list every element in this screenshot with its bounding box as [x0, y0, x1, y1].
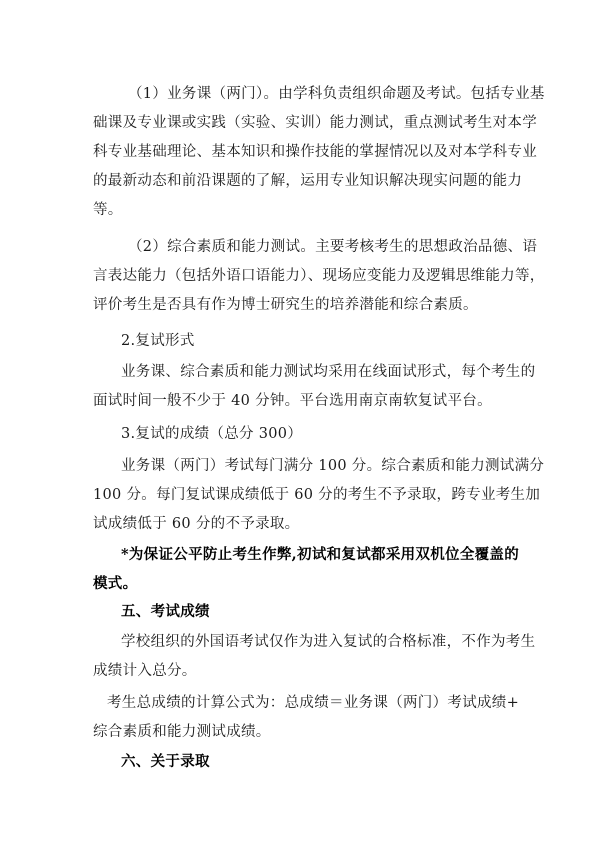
text-line: 学校组织的外国语考试仅作为进入复试的合格标准，不作为考生 — [121, 634, 536, 650]
subheading-retest-score — [93, 420, 529, 449]
section-heading-exam-scores — [93, 597, 529, 626]
text-line: 五、考试成绩 — [121, 603, 210, 620]
paragraph-foreign-language — [93, 628, 536, 686]
text-line: 础课及专业课或实践（实验、实训）能力测试，重点测试考生对本学 — [93, 115, 537, 131]
text-line: 成绩计入总分。 — [93, 663, 197, 679]
text-line: 等。 — [93, 202, 123, 218]
notice-anti-cheating — [93, 540, 529, 598]
text-line: 综合素质和能力测试成绩。 — [93, 724, 271, 740]
text-line: 3.复试的成绩（总分 300） — [121, 426, 303, 442]
section-heading-admission — [93, 747, 529, 776]
paragraph-retest-score — [93, 452, 545, 539]
paragraph-comprehensive-test — [93, 233, 545, 320]
text-line: 评价考生是否具有作为博士研究生的培养潜能和综合素质。 — [93, 297, 478, 313]
text-line: 试成绩低于 60 分的不予录取。 — [93, 516, 300, 532]
text-line: 考生总成绩的计算公式为：总成绩＝业务课（两门）考试成绩+ — [107, 695, 520, 711]
text-line: 业务课（两门）考试每门满分 100 分。综合素质和能力测试满分 — [121, 458, 545, 474]
text-line: 业务课、综合素质和能力测试均采用在线面试形式，每个考生的 — [121, 364, 536, 380]
text-line: *为保证公平防止考生作弊,初试和复试都采用双机位全覆盖的 — [121, 546, 520, 563]
paragraph-retest-form — [93, 358, 536, 416]
subheading-retest-form — [93, 327, 529, 356]
text-line: （1）业务课（两门）。由学科负责组织命题及考试。包括专业基 — [128, 86, 545, 102]
text-line: 2.复试形式 — [121, 333, 195, 349]
text-line: 模式。 — [93, 575, 138, 592]
text-line: 六、关于录取 — [121, 753, 210, 770]
text-line: 言表达能力（包括外语口语能力）、现场应变能力及逻辑思维能力等， — [93, 268, 545, 284]
text-line: （2）综合素质和能力测试。主要考核考生的思想政治品德、语 — [128, 239, 538, 255]
paragraph-total-score-formula — [93, 689, 529, 747]
text-line: 的最新动态和前沿课题的了解，运用专业知识解决现实问题的能力 — [93, 173, 523, 189]
text-line: 科专业基础理论、基本知识和操作技能的掌握情况以及对本学科专业 — [93, 144, 537, 160]
paragraph-professional-courses — [93, 80, 545, 225]
text-line: 100 分。每门复试课成绩低于 60 分的考生不予录取，跨专业考生加 — [93, 487, 541, 503]
text-line: 面试时间一般不少于 40 分钟。平台选用南京南软复试平台。 — [93, 393, 492, 409]
